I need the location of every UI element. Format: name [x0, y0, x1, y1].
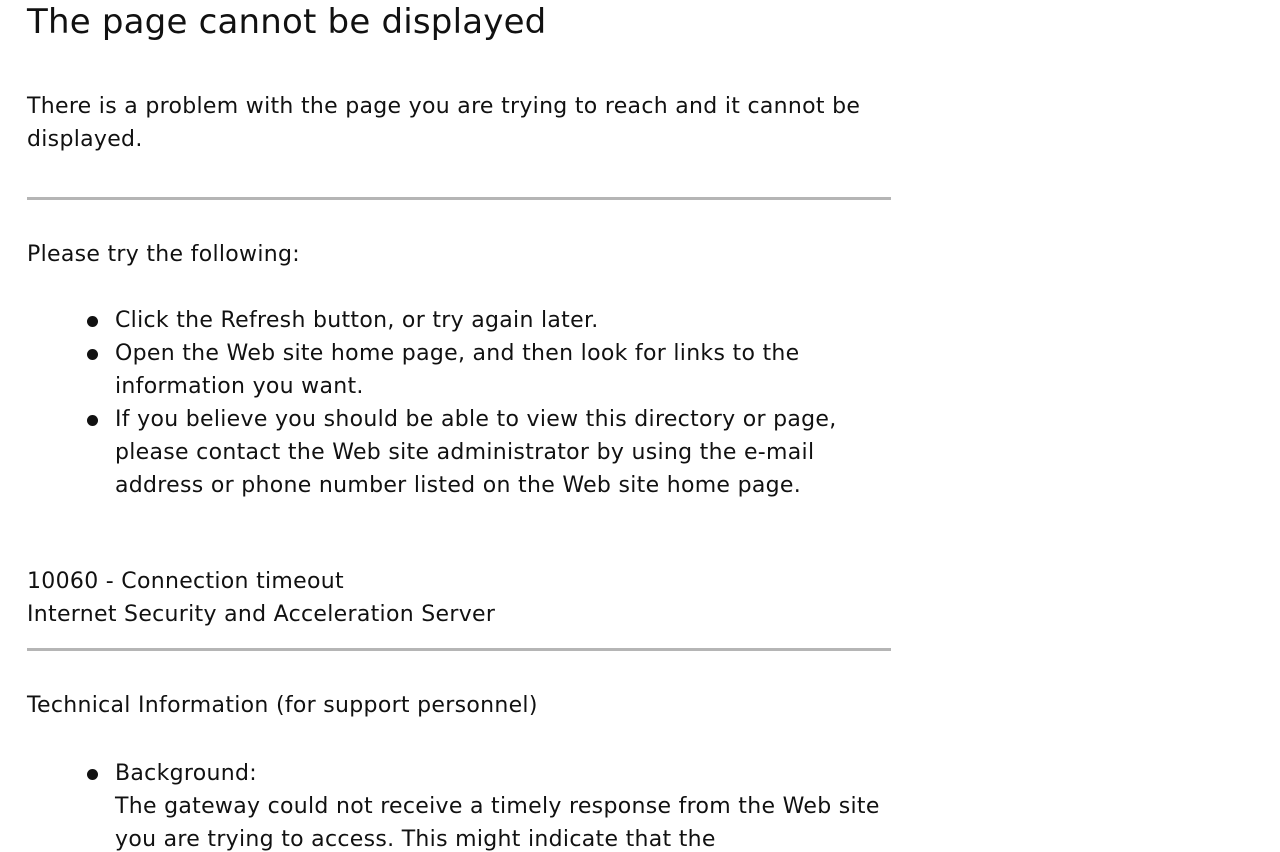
bullet-icon — [87, 769, 98, 780]
suggestion-contact-admin — [27, 403, 891, 502]
suggestion-text: Open the Web site home page, and then look for links to the information you want. — [115, 341, 800, 399]
divider-bottom — [27, 648, 891, 651]
divider-top — [27, 197, 891, 200]
server-name: Internet Security and Acceleration Server — [27, 602, 496, 627]
tech-info-background — [27, 757, 891, 852]
suggestion-text: Click the Refresh button, or try again later. — [115, 308, 599, 333]
try-heading: Please try the following: — [27, 242, 300, 267]
page-title: The page cannot be displayed — [27, 2, 547, 42]
background-text: The gateway could not receive a timely response from the Web site you are trying to access. This might indicate that the — [115, 794, 880, 852]
suggestion-text: If you believe you should be able to view this directory or page, please contact the Web site administrator by using the e-mail address or phone number listed on the Web site home page. — [115, 407, 837, 498]
intro-text: There is a problem with the page you are trying to reach and it cannot be displayed. — [27, 94, 861, 152]
suggestion-refresh — [27, 304, 891, 337]
bullet-icon — [87, 415, 98, 426]
error-code: 10060 - Connection timeout — [27, 569, 344, 594]
tech-info-list — [27, 757, 891, 852]
tech-heading: Technical Information (for support personnel) — [27, 693, 538, 718]
background-label: Background: — [115, 761, 257, 786]
bullet-icon — [87, 349, 98, 360]
suggestion-home-page — [27, 337, 891, 403]
bullet-icon — [87, 316, 98, 327]
suggestion-list — [27, 304, 891, 502]
